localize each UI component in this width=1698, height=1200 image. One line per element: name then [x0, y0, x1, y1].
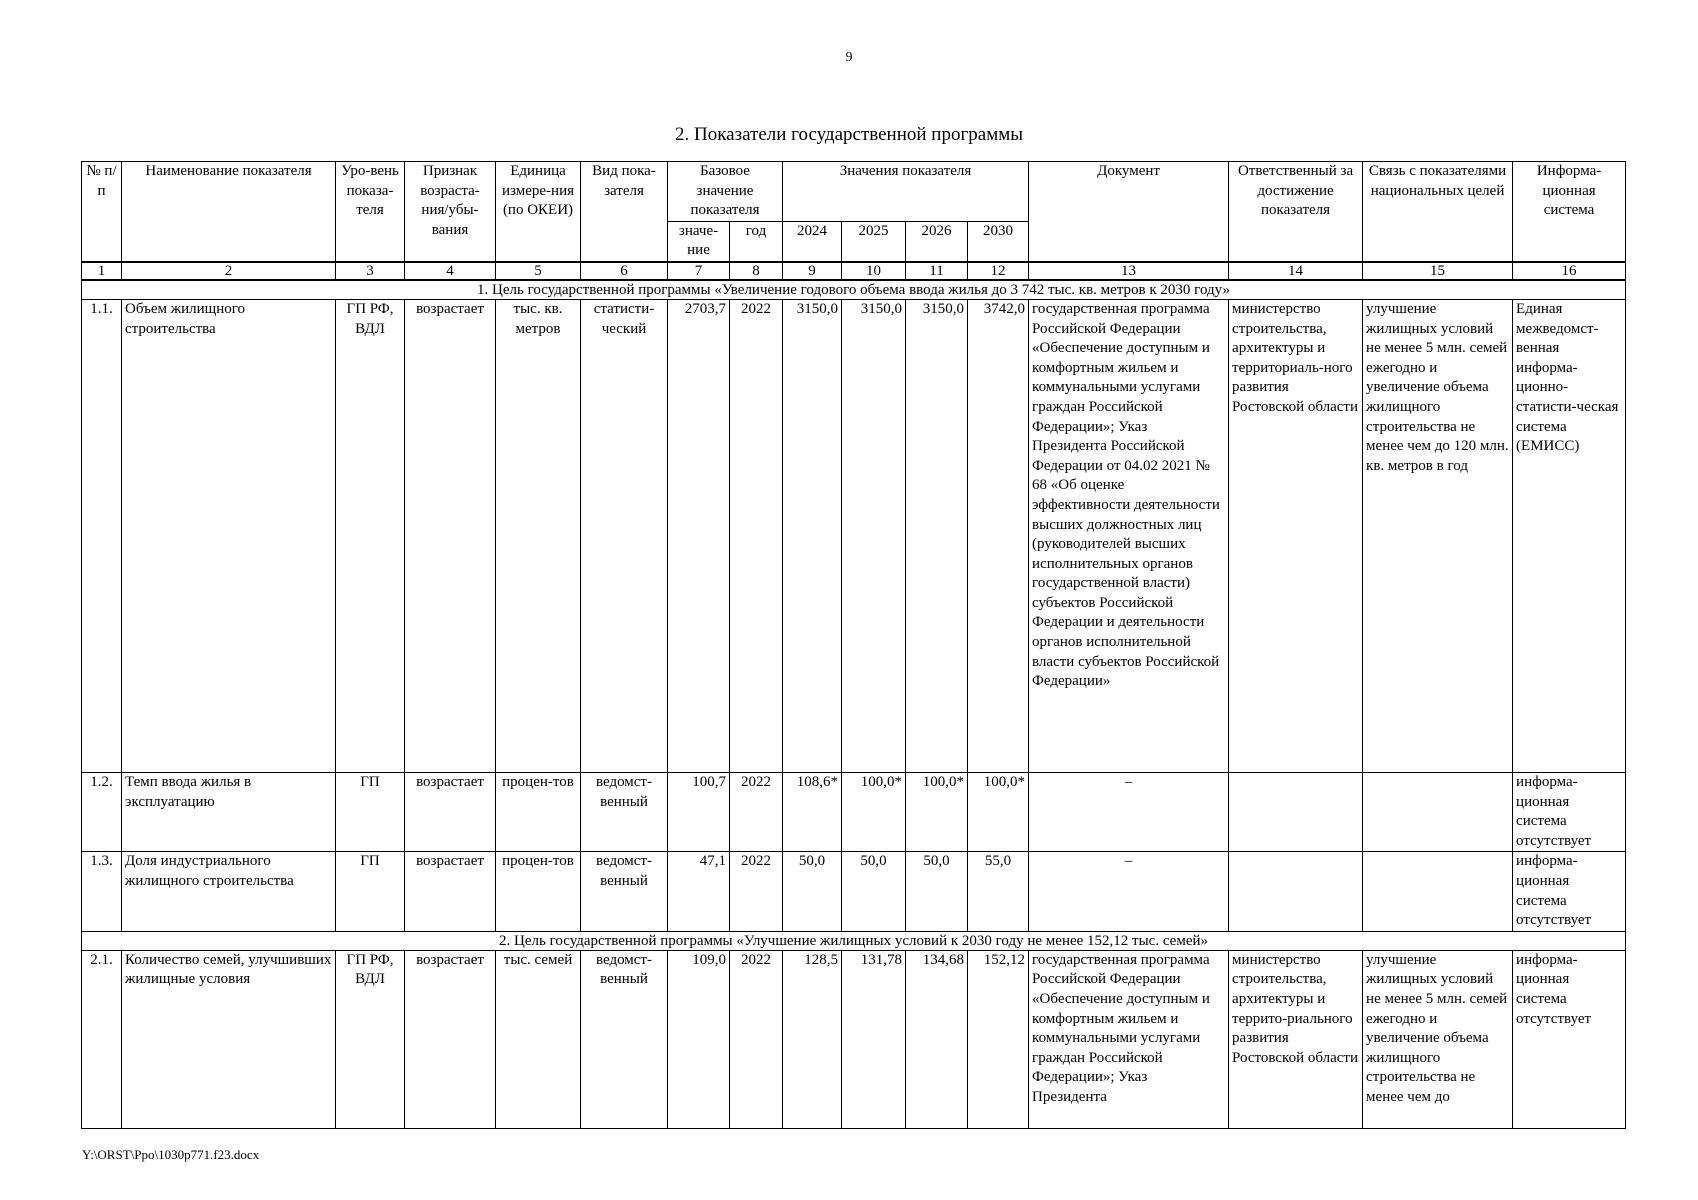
- indicator-unit: тыс. семей: [496, 950, 581, 1128]
- header-responsible: Ответственный за достижение показателя: [1229, 162, 1363, 262]
- header-base-year: год: [730, 221, 783, 262]
- header-type: Вид пока-зателя: [581, 162, 668, 262]
- national-goals-link: улучшение жилищных условий не менее 5 млн. семей ежегодно и увеличение объема жилищного строительства не менее чем до 120 млн. кв. метров в год: [1363, 299, 1513, 772]
- document-text: –: [1029, 852, 1229, 931]
- indicator-trend: возрастает: [405, 772, 496, 851]
- column-number: 1: [82, 262, 122, 280]
- base-year: 2022: [730, 299, 783, 772]
- indicator-unit: процен-тов: [496, 772, 581, 851]
- information-system: информа-ционная система отсутствует: [1513, 852, 1626, 931]
- base-value: 109,0: [668, 950, 730, 1128]
- goal-row: [82, 931, 1626, 950]
- header-year-2026: 2026: [906, 221, 968, 262]
- indicator-unit: тыс. кв. метров: [496, 299, 581, 772]
- indicator-name: Количество семей, улучшивших жилищные условия: [122, 950, 336, 1128]
- column-number: 4: [405, 262, 496, 280]
- indicator-level: ГП РФ, ВДЛ: [336, 950, 405, 1128]
- column-number: 16: [1513, 262, 1626, 280]
- indicator-type: ведомст-венный: [581, 852, 668, 931]
- row-number: 1.2.: [82, 772, 122, 851]
- base-year: 2022: [730, 772, 783, 851]
- header-year-2030: 2030: [968, 221, 1029, 262]
- information-system: информа-ционная система отсутствует: [1513, 772, 1626, 851]
- indicator-type: ведомст-венный: [581, 950, 668, 1128]
- information-system: Единая межведомст-венная информа-ционно-статисти-ческая система (ЕМИСС): [1513, 299, 1626, 772]
- value-2026: 134,68: [906, 950, 968, 1128]
- indicator-type: статисти-ческий: [581, 299, 668, 772]
- value-2026: 3150,0: [906, 299, 968, 772]
- column-number: 3: [336, 262, 405, 280]
- value-2025: 131,78: [842, 950, 906, 1128]
- indicator-type: ведомст-венный: [581, 772, 668, 851]
- table-row: [82, 852, 1626, 931]
- indicator-unit: процен-тов: [496, 852, 581, 931]
- responsible-text: министерство строительства, архитектуры и территориаль-ного развития Ростовской области: [1229, 299, 1363, 772]
- indicator-trend: возрастает: [405, 299, 496, 772]
- header-base: Базовое значение показателя: [668, 162, 783, 222]
- header-system: Информа-ционная система: [1513, 162, 1626, 262]
- value-2026: 50,0: [906, 852, 968, 931]
- header-trend: Признак возраста-ния/убы-вания: [405, 162, 496, 262]
- national-goals-link: улучшение жилищных условий не менее 5 млн. семей ежегодно и увеличение объема жилищного строительства не менее чем до: [1363, 950, 1513, 1128]
- header-year-2024: 2024: [783, 221, 842, 262]
- file-path-footer: Y:\ORST\Ppo\1030p771.f23.docx: [82, 1147, 260, 1162]
- row-number: 1.3.: [82, 852, 122, 931]
- information-system: информа-ционная система отсутствует: [1513, 950, 1626, 1128]
- value-2030: 152,12: [968, 950, 1029, 1128]
- column-number: 7: [668, 262, 730, 280]
- value-2024: 50,0: [783, 852, 842, 931]
- header-link: Связь с показателями национальных целей: [1363, 162, 1513, 262]
- value-2024: 108,6*: [783, 772, 842, 851]
- column-number: 5: [496, 262, 581, 280]
- column-number: 8: [730, 262, 783, 280]
- indicator-level: ГП: [336, 772, 405, 851]
- table-row: [82, 299, 1626, 772]
- column-number: 10: [842, 262, 906, 280]
- header-name: Наименование показателя: [122, 162, 336, 262]
- responsible-text: министерство строительства, архитектуры и террито-риального развития Ростовской области: [1229, 950, 1363, 1128]
- value-2026: 100,0*: [906, 772, 968, 851]
- value-2024: 3150,0: [783, 299, 842, 772]
- header-row: [82, 162, 1626, 222]
- responsible-cell: [1229, 772, 1363, 851]
- value-2025: 100,0*: [842, 772, 906, 851]
- indicator-name: Доля индустриального жилищного строительства: [122, 852, 336, 931]
- document-text: государственная программа Российской Федерации «Обеспечение доступным и комфортным жильем и коммунальными услугами граждан Российской Федерации»; Указ Президента Российской Федерации от 04.02 2021 № 68 «Об оценке эффективности деятельности высших должностных лиц (руководителей высших исполнительных органов государственной власти) субъектов Российской Федерации и деятельности органов исполнительной власти субъектов Российской Федерации»: [1029, 299, 1229, 772]
- indicator-name: Темп ввода жилья в эксплуатацию: [122, 772, 336, 851]
- value-2030: 100,0*: [968, 772, 1029, 851]
- row-number: 2.1.: [82, 950, 122, 1128]
- column-number: 13: [1029, 262, 1229, 280]
- column-number: 14: [1229, 262, 1363, 280]
- value-2030: 55,0: [968, 852, 1029, 931]
- base-year: 2022: [730, 950, 783, 1128]
- column-number: 9: [783, 262, 842, 280]
- header-document: Документ: [1029, 162, 1229, 262]
- national-goals-link-cell: [1363, 852, 1513, 931]
- indicator-level: ГП РФ, ВДЛ: [336, 299, 405, 772]
- indicator-trend: возрастает: [405, 950, 496, 1128]
- column-number: 2: [122, 262, 336, 280]
- value-2025: 3150,0: [842, 299, 906, 772]
- indicator-name: Объем жилищного строительства: [122, 299, 336, 772]
- responsible-cell: [1229, 852, 1363, 931]
- header-num: № п/п: [82, 162, 122, 262]
- goal-1-title: 1. Цель государственной программы «Увеличение годового объема ввода жилья до 3 742 тыс. кв. метров к 2030 году»: [82, 280, 1626, 300]
- indicators-table: [81, 161, 1626, 1129]
- column-number: 6: [581, 262, 668, 280]
- indicator-level: ГП: [336, 852, 405, 931]
- column-number: 12: [968, 262, 1029, 280]
- header-year-2025: 2025: [842, 221, 906, 262]
- goal-2-title: 2. Цель государственной программы «Улучшение жилищных условий к 2030 году не менее 152,12 тыс. семей»: [82, 931, 1626, 950]
- column-number-row: [82, 262, 1626, 280]
- row-number: 1.1.: [82, 299, 122, 772]
- section-title: 2. Показатели государственной программы: [674, 124, 1024, 145]
- national-goals-link-cell: [1363, 772, 1513, 851]
- header-unit: Единица измере-ния (по ОКЕИ): [496, 162, 581, 262]
- base-value: 100,7: [668, 772, 730, 851]
- goal-row: [82, 280, 1626, 300]
- table-row: [82, 950, 1626, 1128]
- column-number: 15: [1363, 262, 1513, 280]
- column-number: 11: [906, 262, 968, 280]
- page-number: 9: [845, 50, 853, 65]
- base-year: 2022: [730, 852, 783, 931]
- value-2030: 3742,0: [968, 299, 1029, 772]
- value-2024: 128,5: [783, 950, 842, 1128]
- base-value: 47,1: [668, 852, 730, 931]
- document-text: –: [1029, 772, 1229, 851]
- header-values: Значения показателя: [783, 162, 1029, 222]
- document-text: государственная программа Российской Федерации «Обеспечение доступным и комфортным жильем и коммунальными услугами граждан Российской Федерации»; Указ Президента: [1029, 950, 1229, 1128]
- base-value: 2703,7: [668, 299, 730, 772]
- indicator-trend: возрастает: [405, 852, 496, 931]
- header-level: Уро-вень показа-теля: [336, 162, 405, 262]
- header-base-value: значе-ние: [668, 221, 730, 262]
- value-2025: 50,0: [842, 852, 906, 931]
- table-row: [82, 772, 1626, 851]
